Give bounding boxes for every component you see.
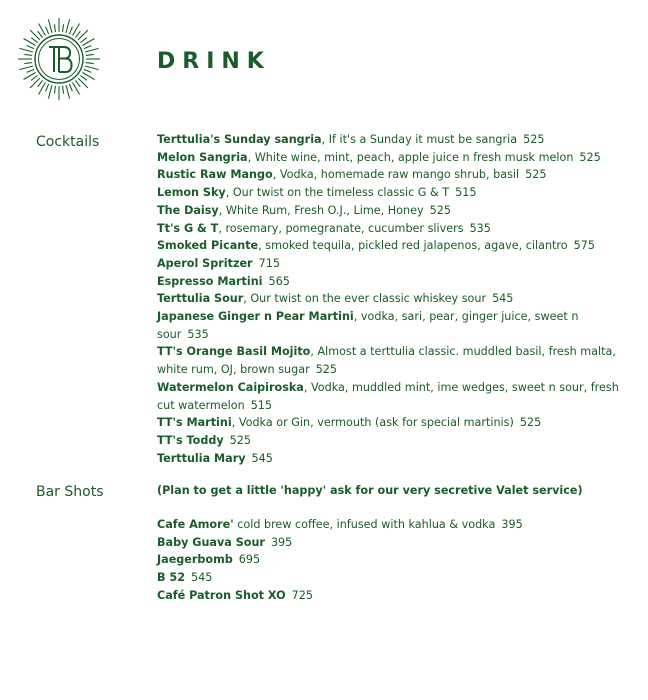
logo-ray [27, 69, 34, 72]
item-description: vodka, sari, pear, ginger juice, sweet n sour [157, 310, 579, 341]
item-price: 535 [187, 327, 209, 341]
item-name: Watermelon Caipiroska [157, 380, 304, 394]
logo-ray [80, 75, 86, 80]
logo-ray [75, 31, 80, 37]
item-description: Our twist on the ever classic whiskey sour [250, 292, 487, 306]
item-price: 715 [258, 256, 280, 270]
logo-ray [38, 31, 43, 37]
item-name: Rustic Raw Mango [157, 168, 273, 182]
logo-ray [84, 69, 91, 72]
item-price: 565 [268, 274, 290, 288]
item-price: 525 [523, 133, 545, 146]
item-name: Smoked Picante [157, 239, 259, 253]
brand-logo [16, 16, 102, 102]
item-name: TT's Orange Basil Mojito [157, 345, 311, 359]
logo-ray [69, 27, 72, 34]
list-item [157, 414, 627, 432]
page-title: DRINK [157, 49, 271, 74]
item-separator: , [231, 416, 239, 430]
item-name: Terttulia Sour [157, 292, 244, 306]
item-name: Terttulia's Sunday sangria [157, 133, 322, 146]
item-separator: , [303, 380, 311, 394]
item-separator: , [258, 239, 266, 253]
item-name: TT's Toddy [157, 433, 224, 447]
item-separator: , [321, 133, 329, 146]
item-separator: , [218, 203, 226, 217]
logo-ray [46, 27, 49, 34]
section-label-cocktails: Cocktails [36, 134, 100, 150]
item-price: 545 [492, 292, 514, 306]
item-name: Melon Sangria [157, 150, 248, 164]
logo-ray [66, 85, 70, 99]
item-price: 525 [525, 168, 547, 182]
list-item [157, 290, 627, 308]
logo-ray [31, 38, 37, 43]
list-item [157, 166, 627, 184]
item-price: 395 [501, 518, 523, 531]
logo-ray [54, 86, 55, 94]
item-price: 695 [238, 553, 261, 567]
list-item [157, 534, 627, 552]
item-price: 525 [519, 416, 542, 430]
list-item [157, 149, 627, 167]
bar-shots-list [157, 516, 627, 605]
list-item [157, 587, 627, 605]
item-price: 545 [191, 571, 213, 585]
item-price: 525 [579, 150, 601, 164]
list-item [157, 184, 627, 202]
item-separator: , [218, 221, 226, 235]
item-price: 525 [229, 433, 251, 447]
item-price: 545 [251, 451, 273, 465]
logo-ray [85, 48, 99, 52]
logo-ray [85, 66, 99, 70]
item-price: 535 [469, 221, 491, 235]
logo-ray [31, 75, 37, 80]
list-item [157, 220, 627, 238]
list-item [157, 569, 627, 587]
item-name: Jaegerbomb [157, 553, 233, 567]
list-item [157, 255, 627, 273]
item-price: 525 [429, 203, 451, 217]
item-price: 515 [455, 186, 477, 200]
item-price: 725 [291, 588, 314, 602]
list-item [157, 432, 627, 450]
item-description: Vodka, homemade raw mango shrub, basil [279, 168, 520, 182]
list-item [157, 131, 627, 149]
item-separator: , [247, 150, 255, 164]
item-name: B 52 [157, 571, 185, 585]
logo-ray [75, 80, 80, 86]
logo-ray [48, 85, 52, 99]
item-description: cold brew coffee, infused with kahlua & vodka [237, 518, 496, 531]
logo-ray [48, 19, 52, 33]
cocktails-list [157, 131, 627, 467]
item-name: Terttulia Mary [157, 451, 246, 465]
item-description: If it's a Sunday it must be sangria [328, 133, 518, 146]
item-description: smoked tequila, pickled red jalapenos, agave, cilantro [265, 239, 568, 253]
bar-shots-note: (Plan to get a little 'happy' ask for our very secretive Valet service) [157, 484, 583, 497]
logo-ray [38, 80, 43, 86]
logo-ray [54, 24, 55, 32]
item-description: Vodka or Gin, vermouth (ask for special martinis) [238, 416, 514, 430]
item-separator: , [272, 168, 280, 182]
list-item [157, 551, 627, 569]
logo-ray [19, 66, 33, 70]
logo-ray [80, 38, 86, 43]
item-description: White Rum, Fresh O.J., Lime, Honey [225, 203, 424, 217]
item-separator: , [353, 310, 361, 324]
item-name: Espresso Martini [157, 274, 263, 288]
item-name: Cafe Amore' [157, 518, 234, 531]
list-item [157, 343, 627, 378]
item-price: 395 [270, 535, 293, 549]
list-item [157, 202, 627, 220]
item-description: rosemary, pomegranate, cucumber slivers [225, 221, 464, 235]
logo-ray [86, 54, 94, 55]
item-separator: , [225, 186, 233, 200]
list-item [157, 450, 627, 468]
item-name: Baby Guava Sour [157, 535, 265, 549]
item-name: TT's Martini [157, 416, 232, 430]
logo-ray [84, 46, 91, 49]
logo-ray [19, 48, 33, 52]
logo-ray [27, 46, 34, 49]
logo-ray [63, 86, 64, 94]
item-name: Tt's G & T [157, 221, 219, 235]
item-name: Aperol Spritzer [157, 256, 253, 270]
list-item [157, 308, 627, 343]
item-description: White wine, mint, peach, apple juice n fresh musk melon [254, 150, 574, 164]
list-item [157, 273, 627, 291]
logo-ray [24, 54, 32, 55]
logo-ray [24, 63, 32, 64]
item-separator: , [243, 292, 251, 306]
item-price: 515 [250, 398, 273, 412]
list-item [157, 237, 627, 255]
item-description: Vodka, muddled mint, ime wedges, sweet n sour, fresh cut watermelon [157, 380, 619, 412]
item-name: The Daisy [157, 203, 219, 217]
logo-ray [69, 84, 72, 91]
list-item [157, 516, 627, 534]
item-price: 525 [315, 363, 338, 377]
item-name: Lemon Sky [157, 186, 226, 200]
item-name: Japanese Ginger n Pear Martini [157, 310, 354, 324]
logo-ray [66, 19, 70, 33]
item-description: Almost a terttulia classic. muddled basil, fresh malta, white rum, OJ, brown sugar [157, 345, 616, 377]
logo-ray [63, 24, 64, 32]
logo-ray [46, 84, 49, 91]
item-separator: , [310, 345, 318, 359]
logo-ray [86, 63, 94, 64]
section-label-bar-shots: Bar Shots [36, 484, 104, 500]
item-price: 575 [573, 239, 595, 253]
list-item [157, 379, 627, 414]
item-description: Our twist on the timeless classic G & T [232, 186, 450, 200]
item-name: Café Patron Shot XO [157, 588, 286, 602]
